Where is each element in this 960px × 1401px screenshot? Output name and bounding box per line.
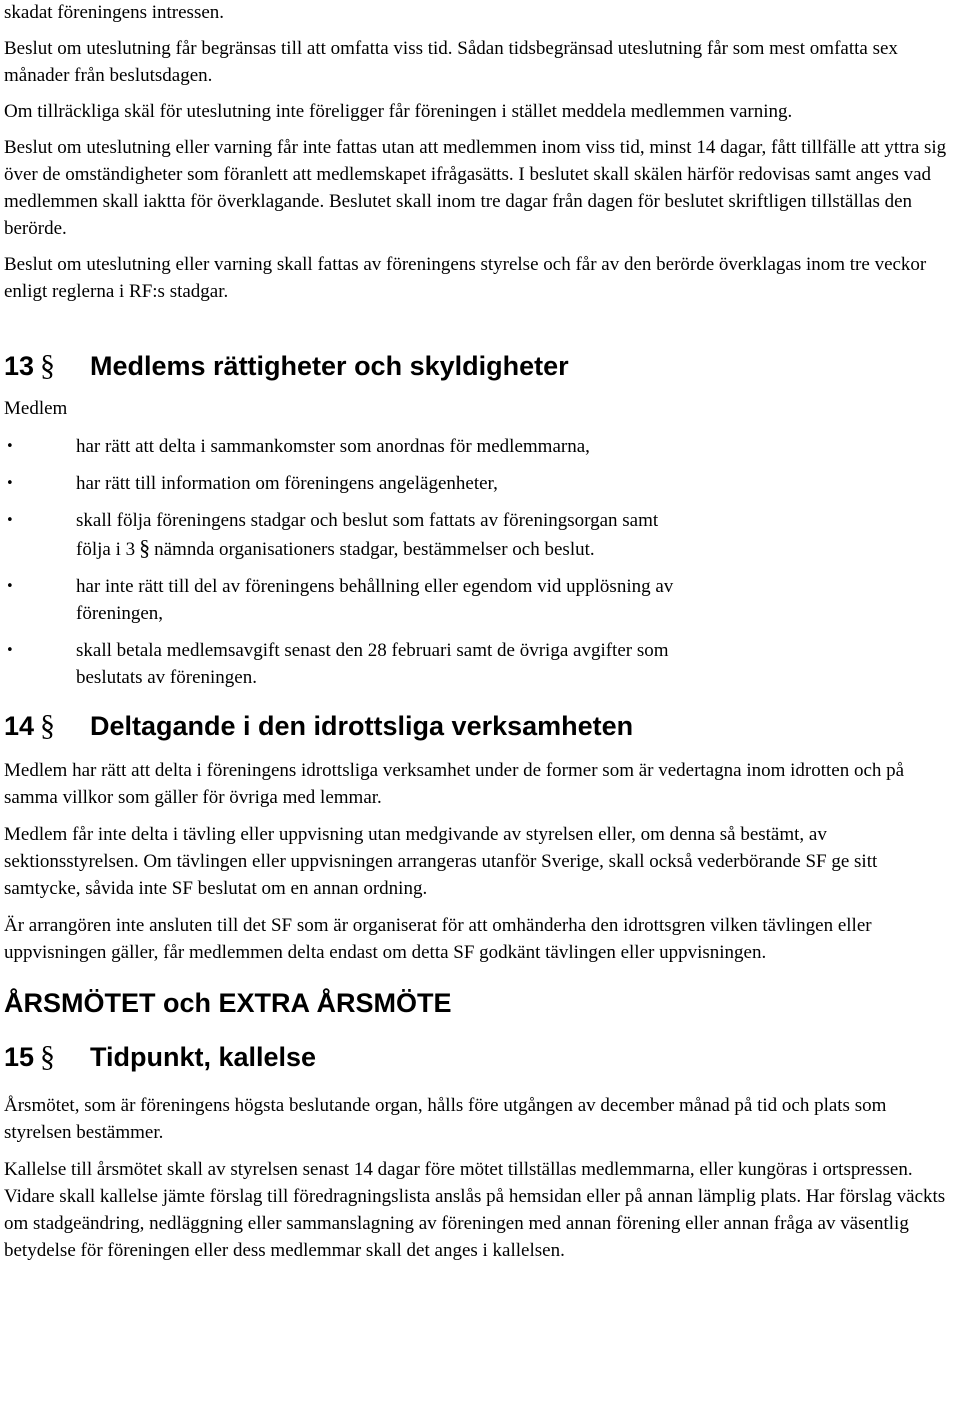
list-item-text-tail: nämnda organisationers stadgar, bestämmelser och beslut. bbox=[154, 539, 595, 560]
section-13-heading bbox=[4, 349, 956, 383]
section-15-heading bbox=[4, 1040, 956, 1074]
section-sign: § bbox=[139, 535, 151, 560]
section-13-title: Medlems rättigheter och skyldigheter bbox=[90, 351, 569, 381]
section-sign: § bbox=[40, 349, 55, 382]
bullet-icon: • bbox=[6, 439, 14, 454]
list-item-text: har rätt att delta i sammankomster som anordnas för medlemmarna, bbox=[76, 436, 590, 457]
section-15-paragraph-2: Kallelse till årsmötet skall av styrelsen senast 14 dagar före mötet tillställas medlemmarna, eller kungöras i ortspressen. Vidare skall kallelse jämte förslag till föredragningslista anslås på hemsidan eller på annan lämplig plats. Har förslag väckts om stadgeändring, nedläggning eller sammanslagning av föreningen med annan förening eller annan fråga av väsentlig betydelse för föreningen eller dess medlemmar skall det anges i kallelsen. bbox=[4, 1159, 946, 1261]
list-item-text: har inte rätt till del av föreningens behållning eller egendom vid upplösning av föreningen, bbox=[76, 576, 674, 624]
section-13-number: 13 bbox=[4, 351, 35, 381]
section-14-number: 14 bbox=[4, 711, 35, 741]
bullet-icon: • bbox=[6, 643, 14, 658]
section-sign: § bbox=[40, 1040, 55, 1073]
section-14-heading bbox=[4, 709, 956, 743]
section-13-lead: Medlem bbox=[4, 398, 68, 419]
list-item-text: skall följa föreningens stadgar och beslut som fattats av föreningsorgan samt följa i bbox=[76, 510, 659, 560]
section-14-paragraph-2: Medlem får inte delta i tävling eller uppvisning utan medgivande av styrelsen eller, om denna så bestämt, av sektionsstyrelsen. Om tävlingen eller uppvisningen arrangeras utanför Sverige, skall också vederbörande SF ge sitt samtycke, såvida inte SF beslutat om en annan ordning. bbox=[4, 824, 878, 899]
list-item bbox=[4, 470, 956, 497]
intro-paragraph-4: Beslut om uteslutning eller varning skall fattas av föreningens styrelse och får av den berörde överklagas inom tre veckor enligt reglerna i RF:s stadgar. bbox=[4, 254, 927, 302]
list-item bbox=[4, 433, 956, 460]
section-13-list bbox=[4, 433, 956, 691]
section-14-title: Deltagande i den idrottsliga verksamheten bbox=[90, 711, 634, 741]
list-item-text: har rätt till information om föreningens angelägenheter, bbox=[76, 473, 498, 494]
part-heading: ÅRSMÖTET och EXTRA ÅRSMÖTE bbox=[4, 988, 452, 1018]
section-15-number: 15 bbox=[4, 1042, 35, 1072]
bullet-icon: • bbox=[6, 513, 14, 528]
bullet-icon: • bbox=[6, 476, 14, 491]
intro-paragraph-0: skadat föreningens intressen. bbox=[4, 2, 225, 23]
intro-paragraph-3: Beslut om uteslutning eller varning får inte fattas utan att medlemmen inom viss tid, minst 14 dagar, fått tillfälle att yttra sig över de omständigheter som föranlett att medlemskapet ifrågasätts. I beslutet skall skälen härför redovisas samt anges vad medlemmen skall iaktta för överklagande. Beslutet skall inom tre dagar från dagen för beslutet skriftligen tillställas den berörde. bbox=[4, 137, 947, 239]
list-item-ref-number: 3 bbox=[125, 539, 136, 560]
list-item bbox=[4, 507, 956, 563]
section-14-paragraph-3: Är arrangören inte ansluten till det SF som är organiserat för att omhänderha den idrottsgren vilken tävlingen eller uppvisningen gäller, får medlemmen delta endast om detta SF godkänt tävlingen eller uppvisningen. bbox=[4, 915, 872, 963]
section-15-paragraph-1: Årsmötet, som är föreningens högsta beslutande organ, hålls före utgången av december månad på tid och plats som styrelsen bestämmer. bbox=[4, 1095, 887, 1143]
intro-paragraph-1: Beslut om uteslutning får begränsas till att omfatta viss tid. Sådan tidsbegränsad uteslutning får som mest omfatta sex månader från beslutsdagen. bbox=[4, 38, 898, 86]
section-sign: § bbox=[40, 709, 55, 742]
bullet-icon: • bbox=[6, 579, 14, 594]
section-15-title: Tidpunkt, kallelse bbox=[90, 1042, 317, 1072]
intro-paragraph-2: Om tillräckliga skäl för uteslutning inte föreligger får föreningen i stället meddela medlemmen varning. bbox=[4, 101, 793, 122]
list-item bbox=[4, 637, 956, 691]
list-item bbox=[4, 573, 956, 627]
section-14-paragraph-1: Medlem har rätt att delta i föreningens idrottsliga verksamhet under de former som är vedertagna inom idrotten och på samma villkor som gäller för övriga med lemmar. bbox=[4, 760, 905, 808]
list-item-text: skall betala medlemsavgift senast den 28 februari samt de övriga avgifter som beslutats av föreningen. bbox=[76, 640, 669, 688]
